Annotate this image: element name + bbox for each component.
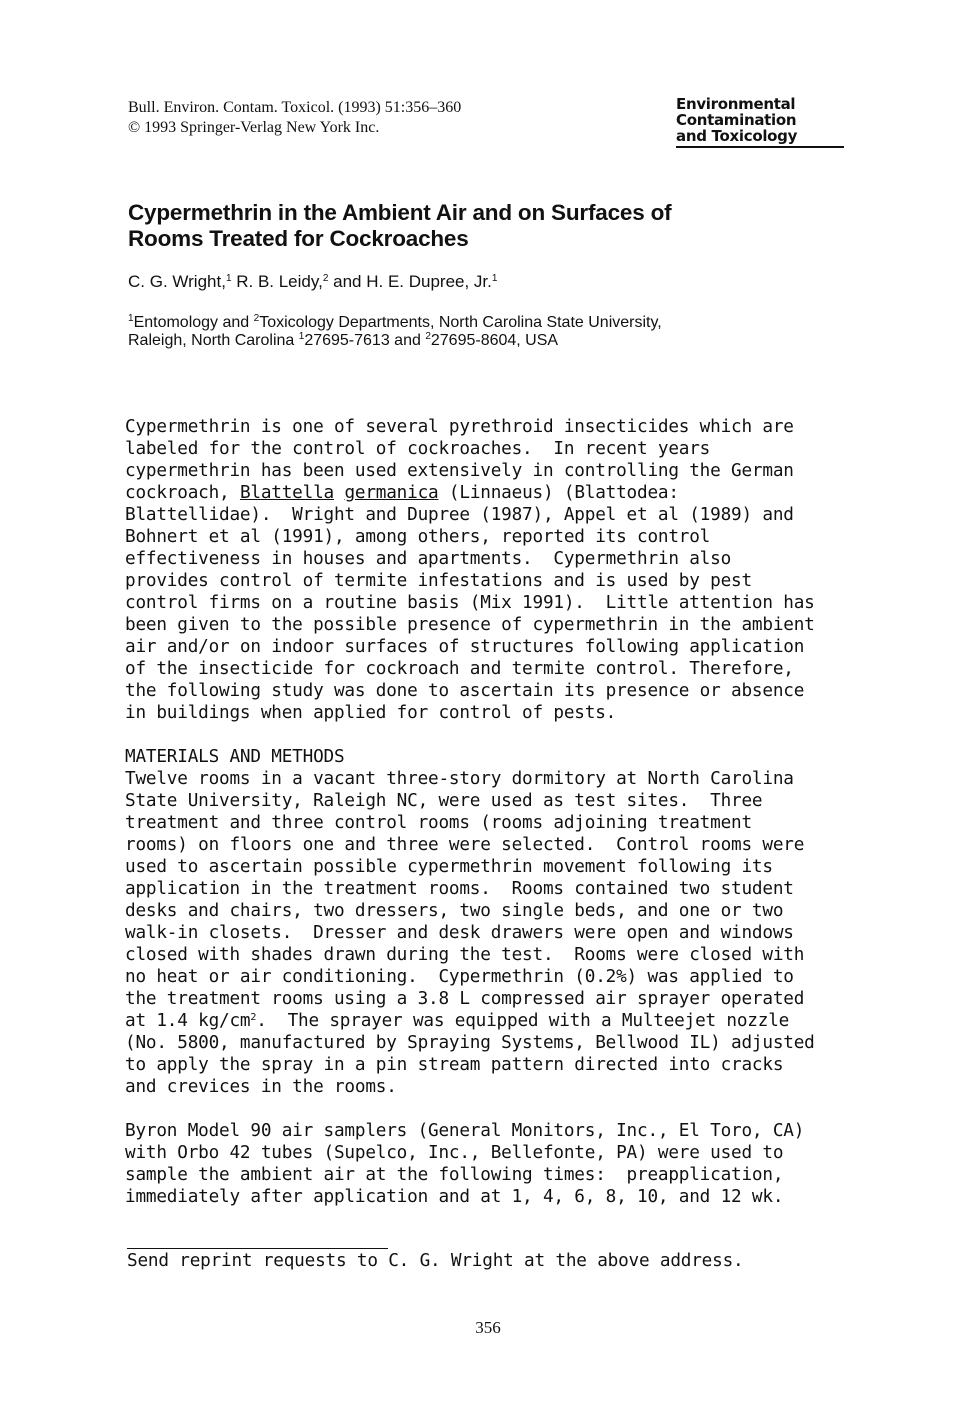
species-epithet: germanica [344,483,439,503]
text-line: immediately after application and at 1, 4, 6, 8, 10, and 12 wk. [125,1187,784,1207]
text-span: . The sprayer was equipped with a Multeejet nozzle [256,1011,790,1031]
affiliation-mark: 1 [128,313,134,324]
page-number: 356 [475,1318,501,1337]
text-span: cockroach, [125,483,240,503]
logo-line-3: and Toxicology [676,127,798,145]
sampling-paragraph [125,1120,865,1208]
text-span [334,483,344,503]
citation-line: Bull. Environ. Contam. Toxicol. (1993) 51:356–360 [128,99,462,116]
text-line: cypermethrin has been used extensively in controlling the German [125,461,794,481]
text-line: Cypermethrin is one of several pyrethroid insecticides which are [125,417,794,437]
text-line: application in the treatment rooms. Rooms contained two student [125,879,794,899]
affiliation-mark: 2 [253,313,260,324]
text-line: control firms on a routine basis (Mix 1991). Little attention has [125,593,815,613]
affiliation-line-1 [128,314,662,332]
footnote-rule [127,1248,388,1249]
affiliation-text: 27695-7613 and [304,332,426,349]
text-line: (No. 5800, manufactured by Spraying Systems, Bellwood IL) adjusted [125,1033,815,1053]
text-line: to apply the spray in a pin stream pattern directed into cracks [125,1055,784,1075]
author-1-affiliation-mark: 1 [225,273,232,284]
affiliation-text: Toxicology Departments, North Carolina State University, [259,314,662,331]
logo-line-1: Environmental [676,95,796,113]
text-line: Byron Model 90 air samplers (General Monitors, Inc., El Toro, CA) [125,1121,805,1141]
text-line [125,482,865,504]
affiliation [128,314,662,350]
affiliation-line-2 [128,332,662,350]
text-line: Blattellidae). Wright and Dupree (1987), Appel et al (1989) and [125,505,794,525]
logo-rule [676,146,844,148]
text-line: State University, Raleigh NC, were used as test sites. Three [125,791,763,811]
text-line: of the insecticide for cockroach and termite control. Therefore, [125,659,794,679]
species-genus: Blattella [239,483,334,503]
methods-paragraph [125,768,865,1098]
text-line: no heat or air conditioning. Cypermethrin (0.2%) was applied to [125,967,794,987]
text-line: air and/or on indoor surfaces of structures following application [125,637,805,657]
text-line: the treatment rooms using a 3.8 L compressed air sprayer operated [125,989,805,1009]
text-line: sample the ambient air at the following times: preapplication, [125,1165,784,1185]
text-line: Bohnert et al (1991), among others, reported its control [125,527,711,547]
copyright-line: © 1993 Springer-Verlag New York Inc. [128,119,380,136]
logo-line-2: Contamination [676,111,797,129]
affiliation-mark: 2 [425,331,431,342]
affiliation-text: 27695-8604, USA [430,332,559,349]
text-line [125,1010,865,1032]
text-line: labeled for the control of cockroaches. In recent years [125,439,711,459]
footnote: Send reprint requests to C. G. Wright at the above address. [127,1251,744,1271]
text-line: closed with shades drawn during the test. Rooms were closed with [125,945,805,965]
text-span: at 1.4 kg/cm [125,1011,251,1031]
text-line: and crevices in the rooms. [125,1077,397,1097]
text-line: Twelve rooms in a vacant three-story dormitory at North Carolina [125,769,794,789]
text-line: with Orbo 42 tubes (Supelco, Inc., Bellefonte, PA) were used to [125,1143,784,1163]
text-line: rooms) on floors one and three were selected. Control rooms were [125,835,805,855]
text-line: the following study was done to ascertain its presence or absence [125,681,805,701]
author-2: R. B. Leidy, [231,272,323,291]
text-line: in buildings when applied for control of pests. [125,703,617,723]
affiliation-text: Raleigh, North Carolina [128,332,299,349]
text-line: treatment and three control rooms (rooms adjoining treatment [125,813,752,833]
author-3-affiliation-mark: 1 [491,273,498,284]
text-line: effectiveness in houses and apartments. Cypermethrin also [125,549,732,569]
unit-superscript: 2 [250,1012,257,1023]
author-1: C. G. Wright, [128,272,226,291]
intro-paragraph [125,416,865,724]
citation-block [128,98,461,138]
text-line: provides control of termite infestations and is used by pest [125,571,752,591]
journal-logo [676,96,846,148]
text-span: (Linnaeus) (Blattodea: [438,483,679,503]
affiliation-mark: 1 [298,331,305,342]
text-line: been given to the possible presence of cypermethrin in the ambient [125,615,815,635]
author-list [128,271,497,293]
text-line: used to ascertain possible cypermethrin movement following its [125,857,773,877]
article-title [128,200,848,252]
author-2-affiliation-mark: 2 [322,273,329,284]
section-heading: MATERIALS AND METHODS [125,747,345,767]
title-line-1: Cypermethrin in the Ambient Air and on Surfaces of [128,200,672,225]
text-line: walk-in closets. Dresser and desk drawers were open and windows [125,923,794,943]
title-line-2: Rooms Treated for Cockroaches [128,226,469,251]
author-3: and H. E. Dupree, Jr. [328,272,492,291]
text-line: desks and chairs, two dressers, two single beds, and one or two [125,901,784,921]
affiliation-text: Entomology and [133,314,254,331]
